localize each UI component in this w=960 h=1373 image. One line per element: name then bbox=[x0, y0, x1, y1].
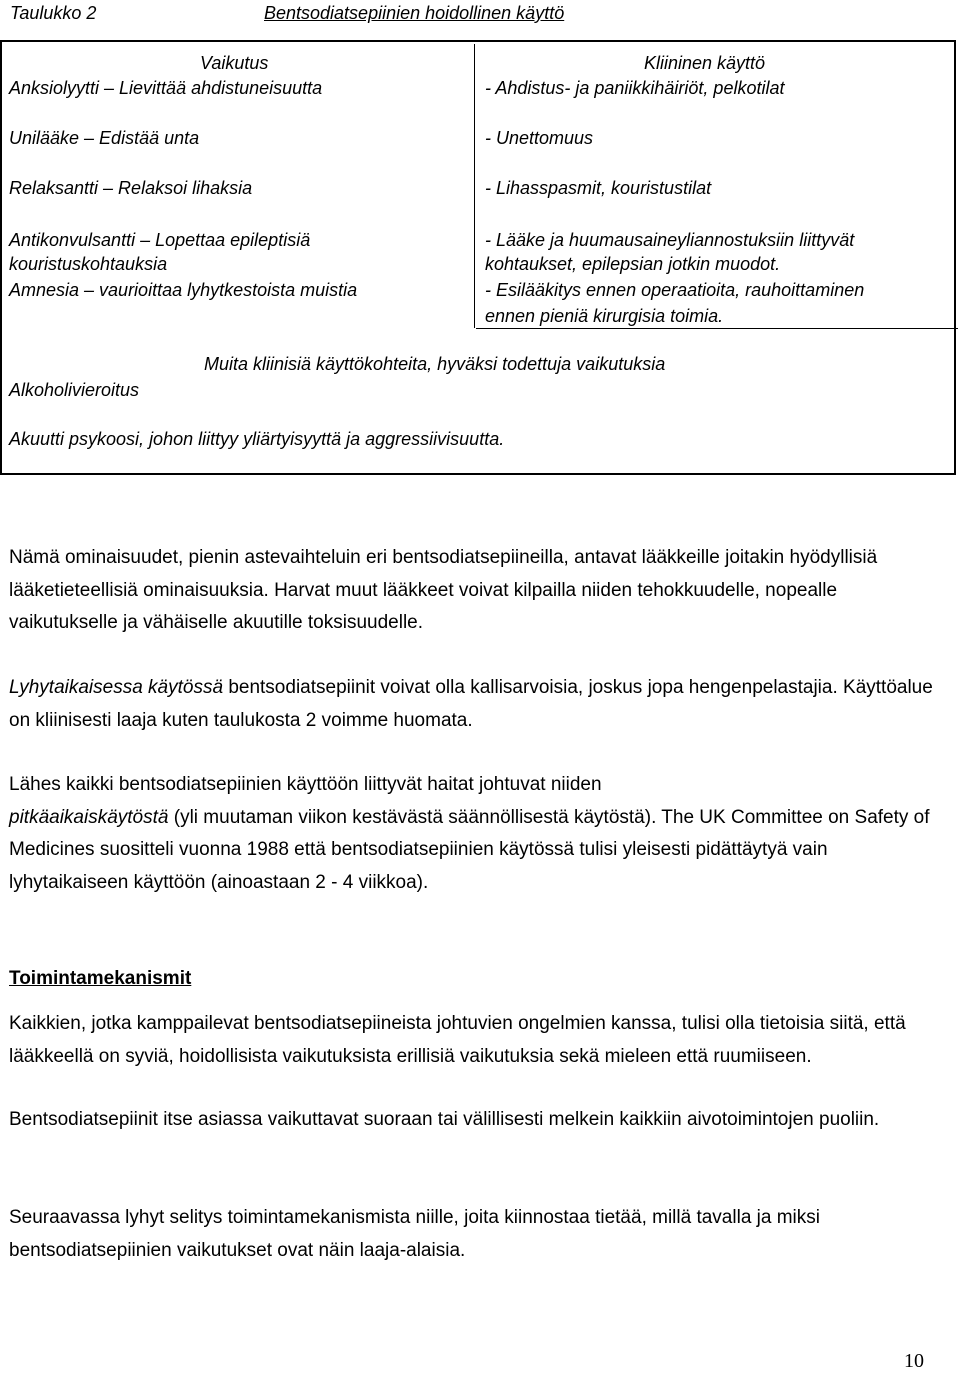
use-premedication-cont: ennen pieniä kirurgisia toimia. bbox=[485, 306, 724, 326]
table-title: Bentsodiatsepiinien hoidollinen käyttö bbox=[264, 3, 565, 23]
effect-anticonvulsant: Antikonvulsantti – Lopettaa epileptisiä bbox=[9, 230, 311, 250]
other-use-acute-psychosis: Akuutti psykoosi, johon liittyy yliärtyisyyttä ja aggressiivisuutta. bbox=[9, 429, 505, 449]
emphasis-long-term: pitkäaikaiskäytöstä bbox=[9, 806, 169, 828]
paragraph-brain-functions: Bentsodiatsepiinit itse asiassa vaikuttavat suoraan tai välillisesti melkein kaikkiin aivotoimintojen puoliin. bbox=[9, 1109, 880, 1130]
effect-amnesia: Amnesia – vaurioittaa lyhytkestoista muistia bbox=[9, 280, 358, 300]
use-premedication: - Esilääkitys ennen operaatioita, rauhoittaminen bbox=[485, 280, 865, 300]
use-spasms: - Lihasspasmit, kouristustilat bbox=[485, 178, 712, 198]
paragraph-properties: Nämä ominaisuudet, pienin astevaihteluin eri bentsodiatsepiineilla, antavat lääkkeille joitakin hyödyllisiä lääketieteellisiä ominaisuuksia. Harvat muut lääkkeet voivat kilpailla niiden tehokkuudelle, nopealle vaikutukselle ja vähäiselle akuutille toksisuudelle. bbox=[9, 547, 878, 633]
effect-relaxant: Relaksantti – Relaksoi lihaksia bbox=[9, 178, 253, 198]
section-heading-mechanisms: Toimintamekanismit bbox=[9, 968, 192, 989]
column-header-effect: Vaikutus bbox=[200, 53, 269, 73]
use-seizures-cont: kohtaukset, epilepsian jotkin muodot. bbox=[485, 254, 781, 274]
table-row-divider bbox=[476, 328, 958, 329]
paragraph-mechanism-intro: Seuraavassa lyhyt selitys toimintamekanismista niille, joita kiinnostaa tietää, millä tavalla ja miksi bentsodiatsepiinien vaikutukset ovat näin laaja-alaisia. bbox=[9, 1207, 820, 1261]
page-number: 10 bbox=[904, 1350, 924, 1372]
effect-hypnotic: Unilääke – Edistää unta bbox=[9, 128, 200, 148]
table-label: Taulukko 2 bbox=[10, 3, 97, 23]
effect-anticonvulsant-cont: kouristuskohtauksia bbox=[9, 254, 168, 274]
emphasis-short-term: Lyhytaikaisessa käytössä bbox=[9, 677, 224, 698]
paragraph-short-term-use bbox=[9, 672, 944, 737]
column-header-clinical-use: Kliininen käyttö bbox=[644, 53, 766, 73]
paragraph-short-term-text: bentsodiatsepiinit voivat olla kallisarvoisia, joskus jopa hengenpelastajia. Käyttöalue on kliinisesti laaja kuten taulukosta 2 voimme huomata. bbox=[9, 677, 933, 731]
paragraph-awareness: Kaikkien, jotka kamppailevat bentsodiatsepiineista johtuvien ongelmien kanssa, tulisi olla tietoisia siitä, että lääkkeellä on syviä, hoidollisista vaikutuksista erillisiä vaikutuksia sekä mieleen että ruumiiseen. bbox=[9, 1013, 906, 1067]
paragraph-long-term-intro: Lähes kaikki bentsodiatsepiinien käyttöön liittyvät haitat johtuvat niiden bbox=[9, 774, 602, 795]
table-column-divider bbox=[474, 44, 475, 328]
use-anxiety: - Ahdistus- ja paniikkihäiriöt, pelkotilat bbox=[485, 78, 785, 98]
paragraph-long-term-text: (yli muutaman viikon kestävästä säännöllisestä käytöstä). The UK Committee on Safety of Medicines suositteli vuonna 1988 että bentsodiatsepiinien käytössä tulisi yleisesti pidättäytyä vain lyhytaikaiseen käyttöön (ainoastaan 2 - 4 viikkoa). bbox=[9, 806, 930, 893]
paragraph-long-term-use bbox=[9, 769, 944, 899]
use-seizures: - Lääke ja huumausaineyliannostuksiin liittyvät bbox=[485, 230, 855, 250]
use-insomnia: - Unettomuus bbox=[485, 128, 594, 148]
other-use-alcohol-withdrawal: Alkoholivieroitus bbox=[9, 380, 140, 400]
other-uses-heading: Muita kliinisiä käyttökohteita, hyväksi todettuja vaikutuksia bbox=[204, 354, 666, 374]
effect-anxiolytic: Anksiolyytti – Lievittää ahdistuneisuutta bbox=[9, 78, 323, 98]
